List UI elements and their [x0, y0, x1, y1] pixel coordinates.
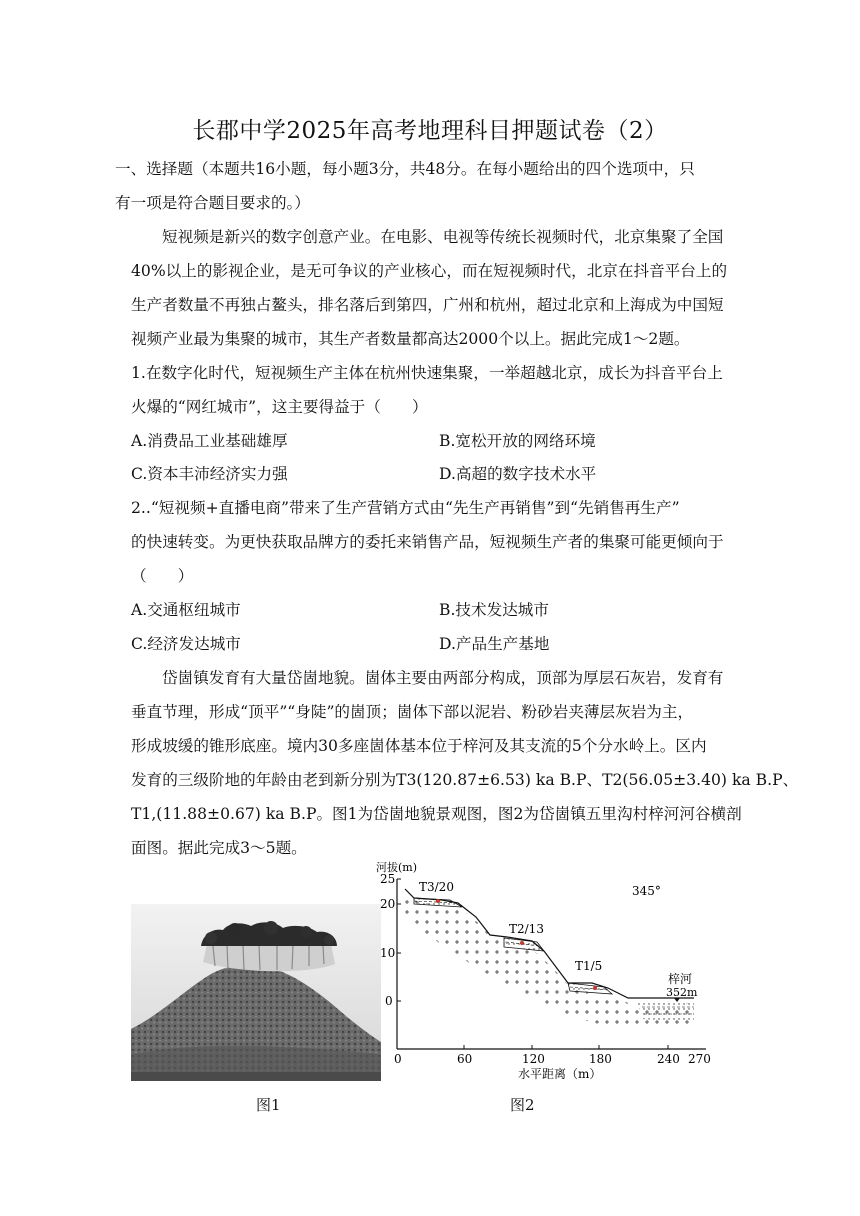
passage2-line: 面图。据此完成3～5题。 — [131, 839, 307, 857]
figure2-y-tick: 25 — [380, 872, 396, 886]
section-heading-line-2: 有一项是符合题目要求的。） — [115, 194, 310, 212]
q1-option-b: B.宽松开放的网络环境 — [439, 432, 596, 450]
figure2-x-axis-label: 水平距离（m） — [518, 1067, 602, 1081]
q2-option-c: C.经济发达城市 — [131, 635, 241, 653]
figure2-x-tick: 0 — [394, 1052, 402, 1066]
figure2-x-tick: 270 — [688, 1052, 711, 1066]
q1-option-c: C.资本丰沛经济实力强 — [131, 465, 288, 483]
figure2-caption: 图2 — [510, 1096, 535, 1114]
figure2-valley-cross-section — [372, 857, 722, 1087]
q2-option-b: B.技术发达城市 — [439, 601, 549, 619]
passage1-line: 生产者数量不再独占鳌头，排名落后到第四，广州和杭州，超过北京和上海成为中国短 — [131, 296, 724, 314]
passage2-line: 形成坡缓的锥形底座。境内30多座崮体基本位于梓河及其支流的5个分水岭上。区内 — [131, 737, 707, 755]
question1-stem: 火爆的“网红城市”，这主要得益于（ ） — [131, 398, 428, 416]
question2-stem: 的快速转变。为更快获取品牌方的委托来销售产品，短视频生产者的集聚可能更倾向于 — [131, 533, 724, 551]
figure2-x-tick: 240 — [657, 1052, 680, 1066]
section-heading-line-1: 一、选择题（本题共16小题，每小题3分，共48分。在每小题给出的四个选项中，只 — [115, 160, 695, 178]
page-title: 长郡中学2025年高考地理科目押题试卷（2） — [192, 118, 668, 144]
figure2-y-tick: 20 — [380, 897, 396, 911]
terrace-label-t1: T1/5 — [575, 959, 603, 973]
river-name-label: 梓河 — [668, 972, 693, 986]
passage2-line: T1,(11.88±0.67) ka B.P。图1为岱崮地貌景观图，图2为岱崮镇五里沟村梓河河谷横剖 — [131, 805, 742, 823]
passage1-line: 视频产业最为集聚的城市，其生产者数量都高达2000个以上。据此完成1～2题。 — [131, 330, 690, 348]
terrace-label-t2: T2/13 — [509, 922, 544, 936]
passage1-line: 40%以上的影视企业，是无可争议的产业核心，而在短视频时代，北京在抖音平台上的 — [131, 262, 728, 280]
passage2-line: 岱崮镇发育有大量岱崮地貌。崮体主要由两部分构成，顶部为厚层石灰岩，发育有 — [162, 669, 724, 687]
question1-stem: 1.在数字化时代，短视频生产主体在杭州快速集聚，一举超越北京，成长为抖音平台上 — [131, 364, 723, 382]
passage2-line: 垂直节理，形成“顶平”“身陡”的崮顶；崮体下部以泥岩、粉砂岩夹薄层灰岩为主， — [131, 703, 694, 721]
figure2-x-tick: 60 — [457, 1052, 473, 1066]
question2-stem: 2..“短视频+直播电商”带来了生产营销方式由“先生产再销售”到“先销售再生产” — [131, 499, 680, 517]
q1-option-d: D.高超的数字技术水平 — [439, 465, 597, 483]
figure1-landscape-photo — [131, 904, 381, 1081]
q1-option-a: A.消费品工业基础雄厚 — [131, 432, 288, 450]
q2-option-a: A.交通枢纽城市 — [131, 601, 241, 619]
question2-stem: （ ） — [131, 567, 194, 585]
q2-option-d: D.产品生产基地 — [439, 635, 550, 653]
passage1-line: 短视频是新兴的数字创意产业。在电影、电视等传统长视频时代，北京集聚了全国 — [162, 228, 724, 246]
figure2-x-tick: 180 — [589, 1052, 612, 1066]
figure2-y-axis-label: 河拔(m) — [376, 861, 418, 874]
terrace-label-t3: T3/20 — [419, 880, 454, 894]
passage2-line: 发育的三级阶地的年龄由老到新分别为T3(120.87±6.53) ka B.P、T2(56.05±3.40) ka B.P、 — [131, 771, 799, 789]
figure2-direction-label: 345° — [632, 884, 661, 898]
figure1-caption: 图1 — [256, 1096, 281, 1114]
river-elevation-label: 352m — [666, 986, 698, 999]
figure2-y-tick: 10 — [380, 946, 396, 960]
figure2-x-tick: 120 — [522, 1052, 545, 1066]
figure2-y-tick: 0 — [385, 994, 393, 1008]
